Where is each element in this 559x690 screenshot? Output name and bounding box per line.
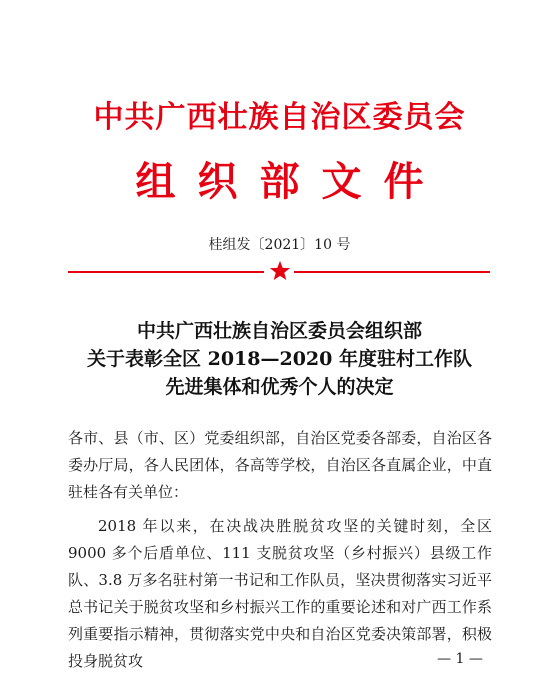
issuing-organization: 中共广西壮族自治区委员会 xyxy=(93,100,466,135)
document-title-line2: 关于表彰全区 2018—2020 年度驻村工作队 xyxy=(87,348,472,370)
document-number: 桂组发〔2021〕10 号 xyxy=(208,237,351,253)
red-divider-left xyxy=(68,271,264,273)
body-paragraph: 2018 年以来，在决战决胜脱贫攻坚的关键时刻，全区 9000 多个后盾单位、111 支脱贫攻坚（乡村振兴）县级工作队、3.8 万多名驻村第一书记和工作队员，坚决贯彻落实习近平总书记关于脱贫攻坚和乡村振兴工作的重要论述和对广西工作系列重要指示精神，贯彻落实党中央和自治区党委决策部署，积极投身脱贫攻 xyxy=(68,517,492,670)
document-type-heading: 组织部文件 xyxy=(135,158,446,205)
document-title-line1: 中共广西壮族自治区委员会组织部 xyxy=(136,320,422,342)
red-divider-right xyxy=(294,271,490,273)
star-icon xyxy=(269,260,291,282)
salutation: 各市、县（市、区）党委组织部，自治区党委各部委，自治区各委办厅局，各人民团体，各高等学校，自治区各直属企业，中直驻桂各有关单位： xyxy=(68,429,492,501)
page-number: — 1 — xyxy=(437,651,483,667)
document-title-line3: 先进集体和优秀个人的决定 xyxy=(165,376,394,398)
